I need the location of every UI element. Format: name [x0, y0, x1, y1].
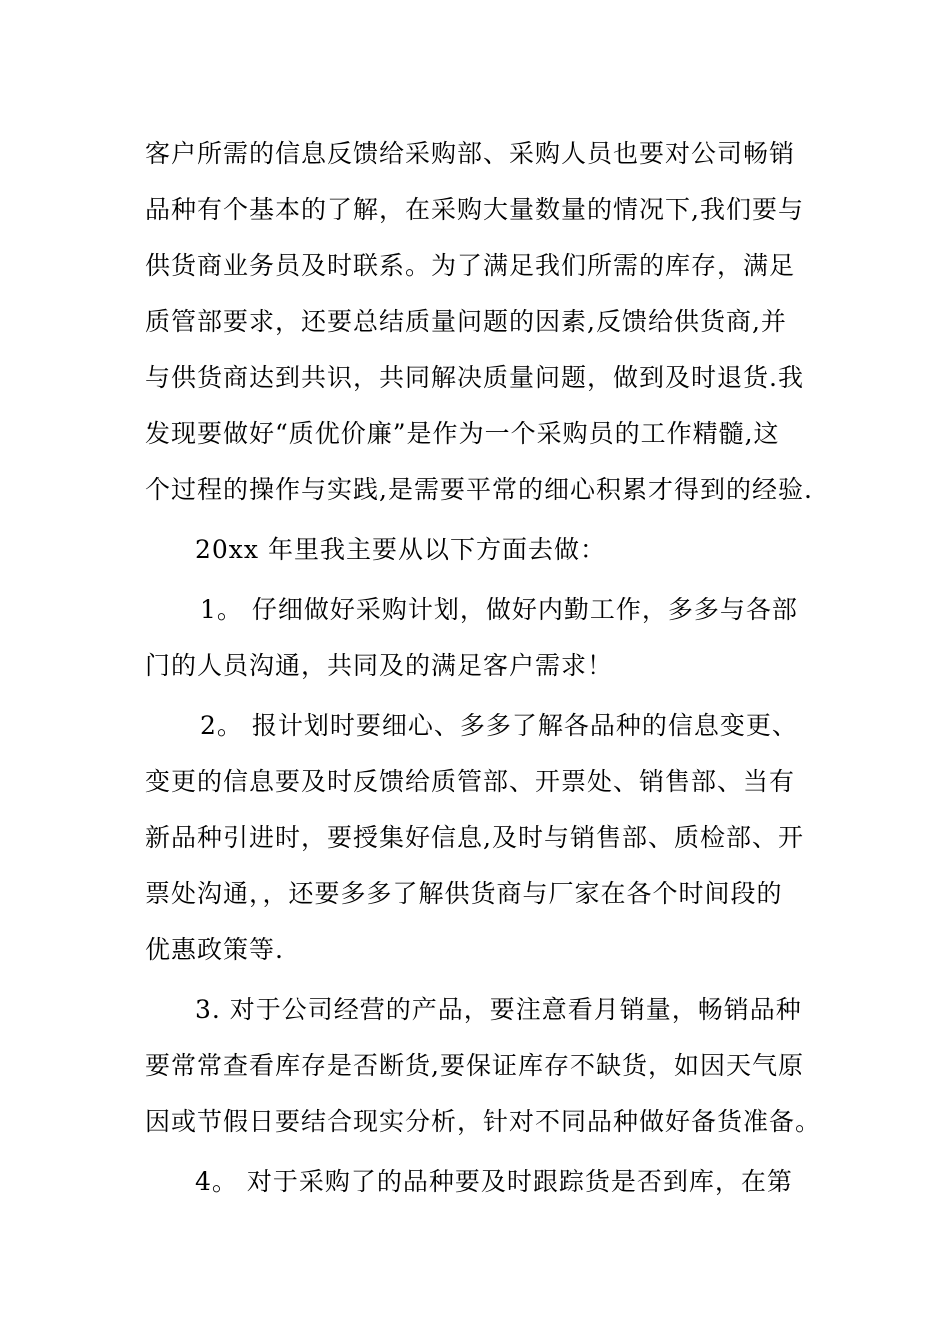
- list-item-4-line: 4。 对于采购了的品种要及时跟踪货是否到库，在第: [195, 1167, 793, 1196]
- list-item-2-line: 2。 报计划时要细心、多多了解各品种的信息变更、: [200, 711, 798, 740]
- text-line: 门的人员沟通，共同及的满足客户需求！: [145, 651, 614, 680]
- text-line: 因或节假日要结合现实分析，针对不同品种做好备货准备。: [145, 1107, 822, 1136]
- text-line: 供货商业务员及时联系。为了满足我们所需的库存，满足: [145, 251, 796, 280]
- text-line: 客户所需的信息反馈给采购部、采购人员也要对公司畅销: [145, 139, 796, 168]
- text-line: 与供货商达到共识，共同解决质量问题，做到及时退货.我: [145, 363, 804, 392]
- text-line: 优惠政策等.: [145, 935, 284, 964]
- text-line: 票处沟通，，还要多多了解供货商与厂家在各个时间段的: [145, 879, 783, 908]
- text-line: 个过程的操作与实践,是需要平常的细心积累才得到的经验.: [145, 475, 813, 504]
- list-item-3-line: 3. 对于公司经营的产品，要注意看月销量，畅销品种: [195, 995, 802, 1024]
- text-line: 新品种引进时，要授集好信息,及时与销售部、质检部、开: [145, 823, 804, 852]
- section-intro-line: 20xx 年里我主要从以下方面去做：: [195, 535, 606, 564]
- text-line: 质管部要求，还要总结质量问题的因素,反馈给供货商,并: [145, 307, 787, 336]
- text-line: 发现要做好“质优价廉”是作为一个采购员的工作精髓,这: [145, 419, 780, 448]
- list-item-1-line: 1。 仔细做好采购计划，做好内勤工作，多多与各部: [200, 595, 798, 624]
- text-line: 变更的信息要及时反馈给质管部、开票处、销售部、当有: [145, 767, 796, 796]
- text-line: 品种有个基本的了解，在采购大量数量的情况下,我们要与: [145, 195, 804, 224]
- text-line: 要常常查看库存是否断货,要保证库存不缺货，如因天气原: [145, 1051, 804, 1080]
